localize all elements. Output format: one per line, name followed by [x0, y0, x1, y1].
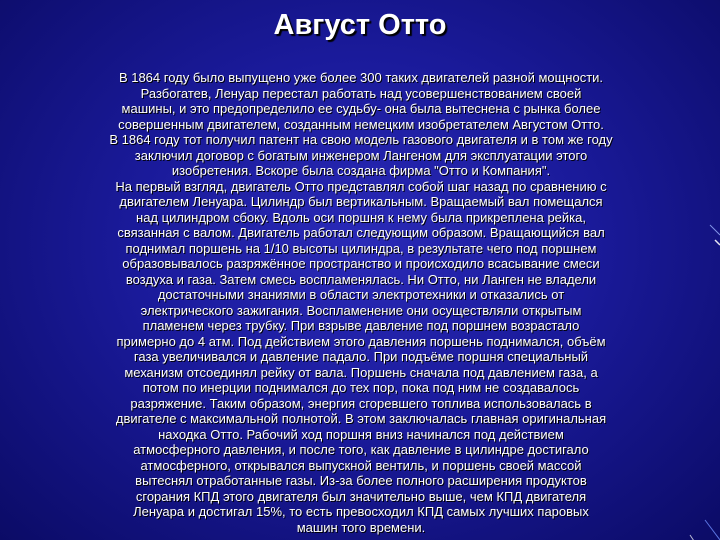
text-line: механизм отсоединял рейку от вала. Поршень сначала под давлением газа, а: [124, 364, 598, 380]
text-line: воздуха и газа. Затем смесь воспламенялась. Ни Отто, ни Ланген не владели: [125, 271, 597, 287]
text-line: В 1864 году тот получил патент на свою модель газового двигателя и в том же году: [109, 132, 613, 147]
text-line: совершенным двигателем, созданным немецким изобретателем Августом Отто.: [118, 116, 604, 132]
text-line: образовывалось разряжённое пространство и происходило всасывание смеси: [122, 256, 600, 271]
text-line: сгорания КПД этого двигателя был значительно выше, чем КПД двигателя: [135, 488, 587, 504]
text-line: связанная с валом. Двигатель работал следующим образом. Вращающийся вал: [117, 225, 605, 240]
text-line: электрического зажигания. Воспламенение они осуществляли открытым: [140, 302, 582, 318]
text-line: машины, и это предопределило ее судьбу- она была вытеснена с рынка более: [121, 101, 601, 116]
text-line: вытеснял отработанные газы. Из-за более полного расширения продуктов: [135, 473, 587, 488]
text-line: На первый взгляд, двигатель Отто представлял собой шаг назад по сравнению с: [115, 178, 607, 194]
text-line: разряжение. Таким образом, энергия сгоревшего топлива использовалась в: [130, 395, 592, 411]
text-line: пламенем через трубку. При взрыве давление под поршнем возрастало: [142, 318, 580, 333]
text-line: изобретения. Вскоре была создана фирма "Отто и Компания".: [171, 163, 551, 178]
text-line: находка Отто. Рабочий ход поршня вниз начинался под действием: [158, 426, 564, 442]
body-text: [48, 70, 674, 535]
text-line: примерно до 4 атм. Под действием этого давления поршень поднимался, объём: [116, 333, 606, 349]
text-line: атмосферного, открывался выпускной вентиль, и поршень своей массой: [140, 457, 582, 473]
text-line: потом по инерции поднимался до тех пор, пока под ним не создавалось: [142, 380, 580, 395]
text-line: В 1864 году было выпущено уже более 300 таких двигателей разной мощности.: [118, 70, 604, 85]
slide-title: Август Отто: [273, 9, 447, 41]
text-line: двигателем Ленуара. Цилиндр был вертикальным. Вращаемый вал помещался: [119, 194, 603, 209]
text-line: достаточными знаниями в области электротехники и отказались от: [157, 287, 565, 302]
text-line: атмосферного давления, и после того, как давление в цилиндре достигало: [133, 442, 589, 457]
text-line: машин того времени.: [296, 519, 426, 535]
text-line: двигателе с максимальной полнотой. В этом заключалась главная оригинальная: [115, 411, 607, 426]
text-line: поднимал поршень на 1/10 высоты цилиндра, в результате чего под поршнем: [125, 240, 597, 256]
text-line: над цилиндром сбоку. Вдоль оси поршня к нему была прикреплена рейка,: [136, 209, 586, 225]
text-line: Разбогатев, Ленуар перестал работать над усовершенствованием своей: [140, 85, 582, 101]
text-line: заключил договор с богатым инженером Лангеном для эксплуатации этого: [134, 147, 588, 163]
text-line: Ленуара и достигал 15%, то есть превосходил КПД самых лучших паровых: [133, 504, 589, 519]
text-line: газа увеличивался и давление падало. При подъёме поршня специальный: [133, 349, 589, 364]
